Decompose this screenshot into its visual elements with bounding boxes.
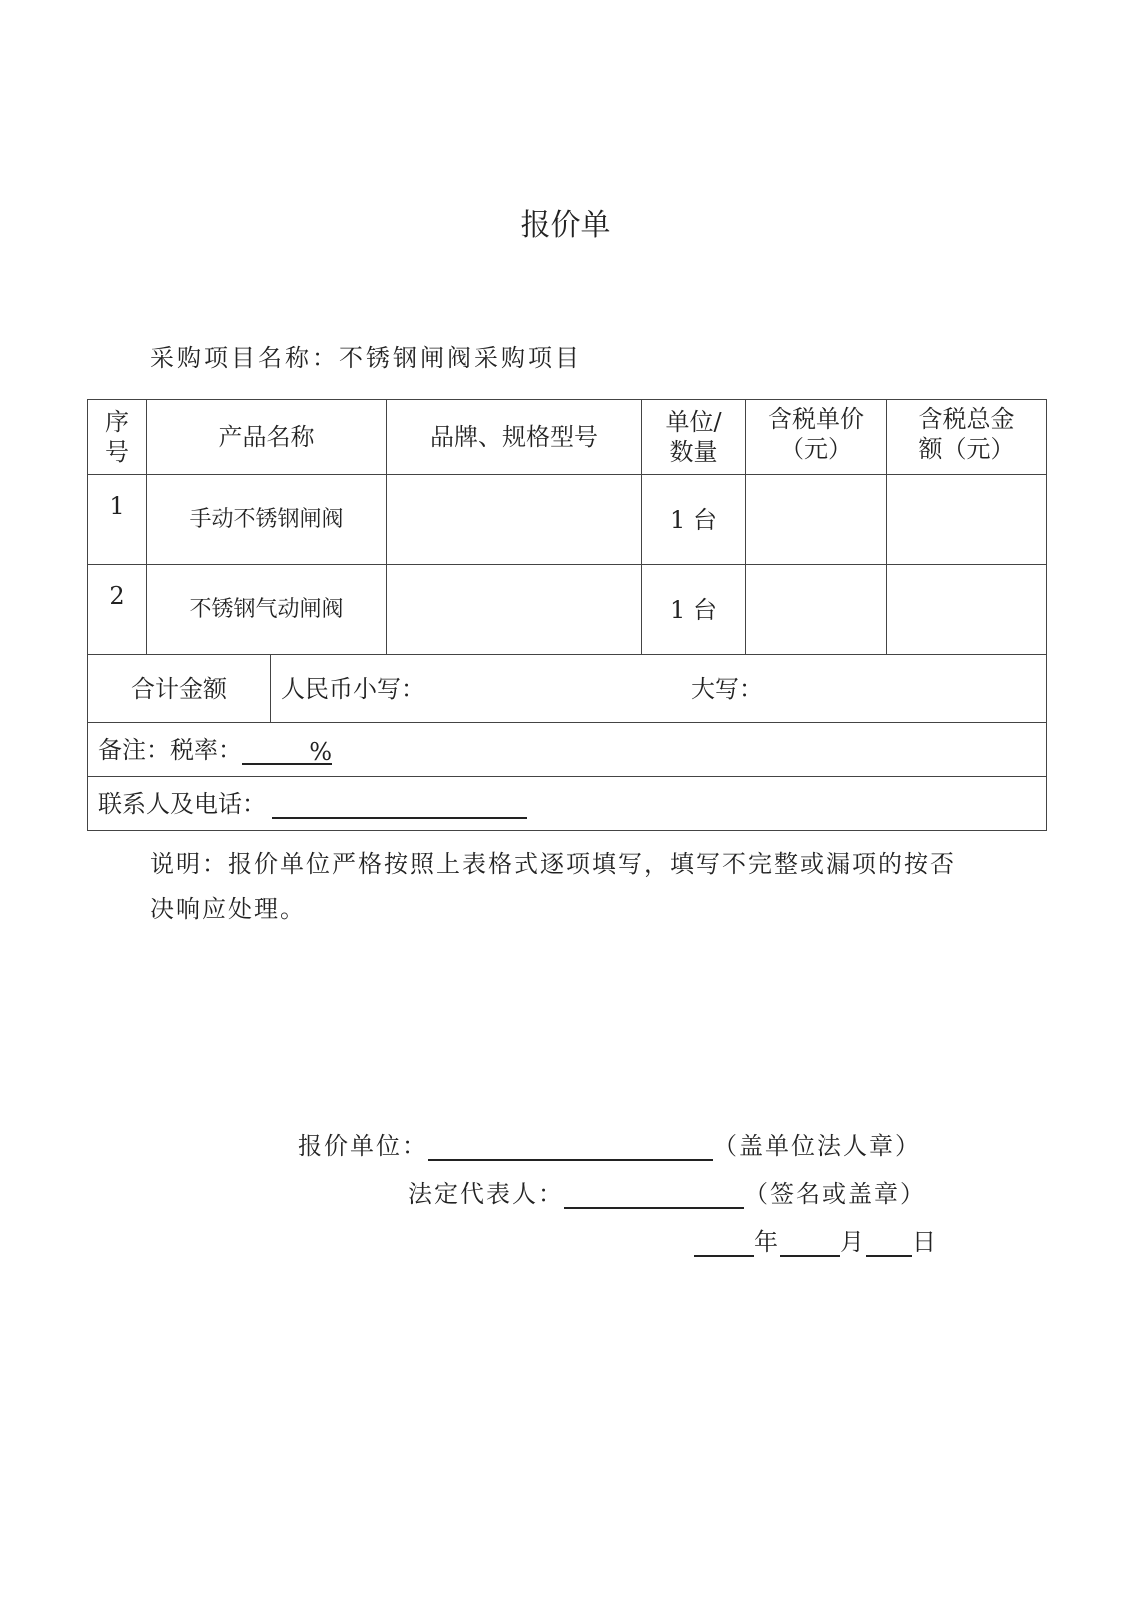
table-header-row — [88, 400, 1047, 475]
page-title: 报价单 — [520, 208, 611, 243]
sum-label: 合计金额 — [88, 655, 271, 723]
header-seq: 序 号 — [88, 400, 147, 475]
sum-lower-label: 人民币小写： — [281, 674, 425, 703]
project-name: 采购项目名称：不锈钢闸阀采购项目 — [150, 344, 582, 372]
remark-row — [88, 723, 1047, 777]
row-unit-price[interactable] — [746, 475, 887, 565]
remark-label: 备注：税率： — [98, 735, 242, 764]
company-field[interactable] — [428, 1133, 713, 1161]
contact-field[interactable] — [272, 791, 527, 819]
header-unit-price: 含税单价 （元） — [746, 400, 887, 475]
company-hint: （盖单位法人章） — [713, 1132, 921, 1160]
representative-field[interactable] — [564, 1181, 744, 1209]
row-product-name: 不锈钢气动闸阀 — [147, 565, 387, 655]
row-qty: 1 台 — [642, 475, 746, 565]
day-field[interactable] — [866, 1229, 912, 1257]
header-total: 含税总金 额（元） — [887, 400, 1047, 475]
row-total[interactable] — [887, 475, 1047, 565]
contact-label: 联系人及电话： — [98, 789, 266, 818]
row-total[interactable] — [887, 565, 1047, 655]
tax-rate-field[interactable] — [242, 737, 332, 765]
representative-signature-line — [408, 1174, 926, 1209]
row-brand-spec[interactable] — [387, 475, 642, 565]
representative-hint: （签名或盖章） — [744, 1180, 926, 1208]
date-line — [694, 1222, 938, 1257]
day-label: 日 — [912, 1228, 938, 1256]
month-field[interactable] — [780, 1229, 840, 1257]
row-seq: 1 — [88, 475, 147, 565]
header-unit-qty: 单位/ 数量 — [642, 400, 746, 475]
quote-table — [87, 399, 1047, 831]
row-seq: 2 — [88, 565, 147, 655]
company-label: 报价单位： — [298, 1132, 428, 1160]
row-brand-spec[interactable] — [387, 565, 642, 655]
year-label: 年 — [754, 1228, 780, 1256]
instructions-note: 说明：报价单位严格按照上表格式逐项填写，填写不完整或漏项的按否决响应处理。 — [150, 850, 956, 923]
row-product-name: 手动不锈钢闸阀 — [147, 475, 387, 565]
month-label: 月 — [840, 1228, 866, 1256]
header-product-name: 产品名称 — [147, 400, 387, 475]
representative-label: 法定代表人： — [408, 1180, 564, 1208]
row-qty: 1 台 — [642, 565, 746, 655]
percent-sign: % — [309, 737, 332, 766]
sum-row — [88, 655, 1047, 723]
year-field[interactable] — [694, 1229, 754, 1257]
contact-row — [88, 777, 1047, 831]
company-signature-line — [298, 1126, 921, 1161]
sum-upper-label: 大写： — [691, 675, 763, 703]
table-row — [88, 565, 1047, 655]
header-brand-spec: 品牌、规格型号 — [387, 400, 642, 475]
table-row — [88, 475, 1047, 565]
row-unit-price[interactable] — [746, 565, 887, 655]
sum-amount[interactable] — [271, 655, 1047, 723]
